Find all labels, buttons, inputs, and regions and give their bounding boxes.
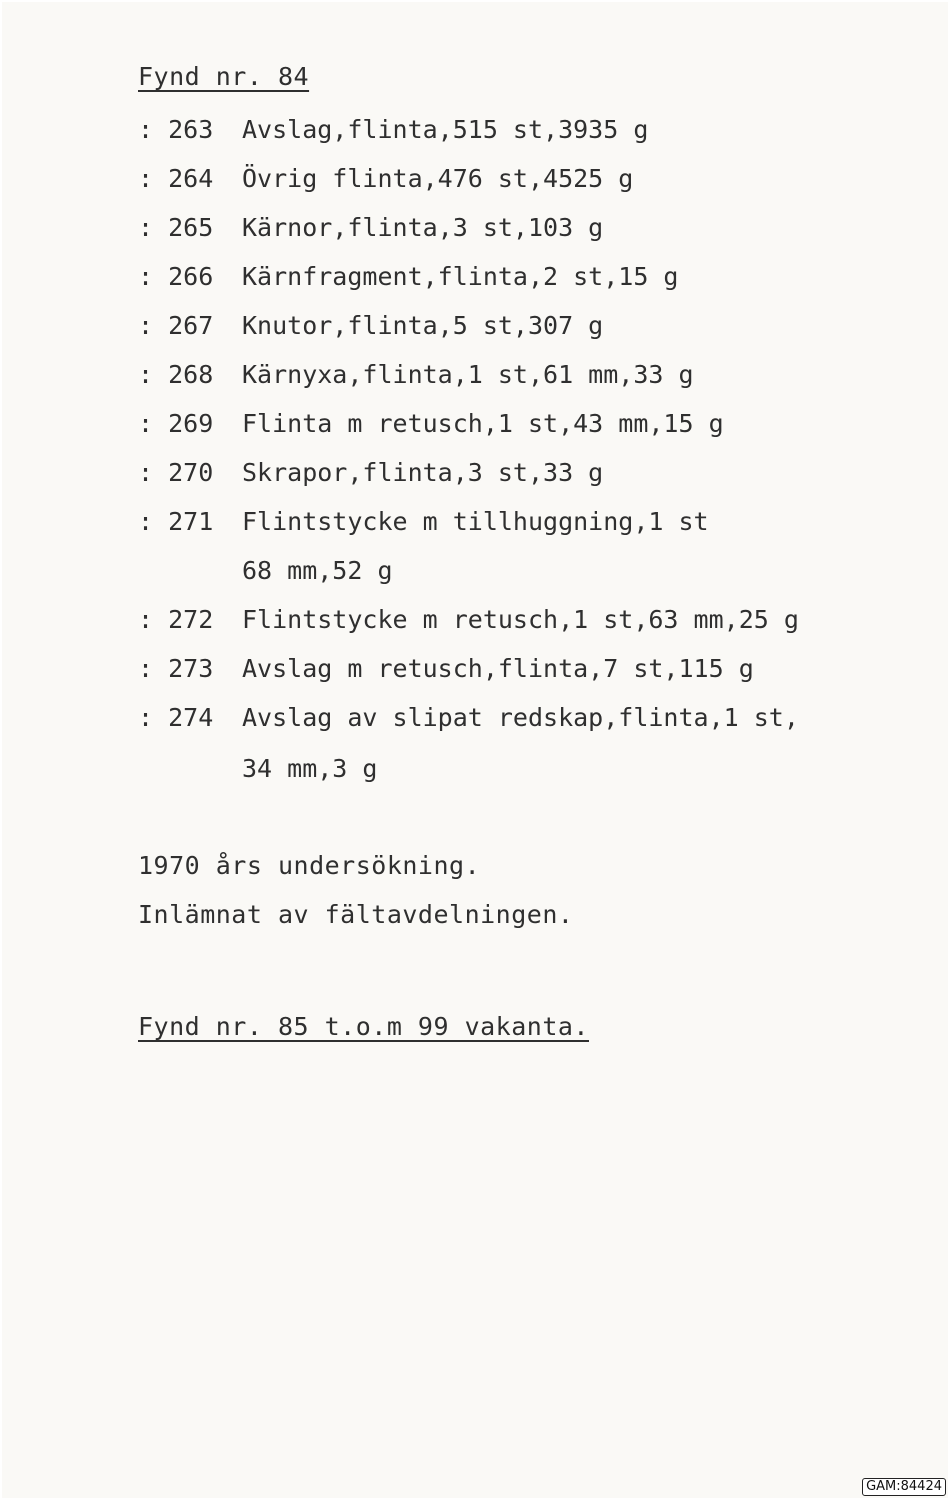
entry-text: Flintstycke m retusch,1 st,63 mm,25 g [242,605,799,634]
entry-number: : 271 [138,507,214,536]
vacant-numbers-note: Fynd nr. 85 t.o.m 99 vakanta. [138,1012,589,1041]
entry-number: : 265 [138,213,214,242]
entry-274-continuation: 34 mm,3 g [242,754,378,783]
submitted-by: Inlämnat av fältavdelningen. [138,900,574,929]
entry-number: : 273 [138,654,214,683]
entry-264 [138,164,633,194]
entry-text: Knutor,flinta,5 st,307 g [242,311,604,340]
entry-266 [138,262,679,292]
entry-number: : 264 [138,164,214,193]
entry-text: Skrapor,flinta,3 st,33 g [242,458,604,487]
entry-269 [138,409,724,439]
entry-263 [138,115,648,145]
find-number-heading: Fynd nr. 84 [138,62,310,91]
entry-number: : 267 [138,311,214,340]
entry-text: Flintstycke m tillhuggning,1 st [242,507,709,536]
entry-number: : 269 [138,409,214,438]
entry-268 [138,360,694,390]
entry-270 [138,458,603,488]
entry-number: : 263 [138,115,214,144]
catalog-card [2,2,948,1498]
entry-text: Avslag m retusch,flinta,7 st,115 g [242,654,754,683]
entry-text: Avslag av slipat redskap,flinta,1 st, [242,703,799,732]
entry-271-continuation: 68 mm,52 g [242,556,393,585]
entry-267 [138,311,603,341]
entry-text: Övrig flinta,476 st,4525 g [242,164,634,193]
entry-271 [138,507,709,537]
entry-265 [138,213,603,243]
entry-number: : 274 [138,703,214,732]
entry-274 [138,703,799,733]
entry-number: : 272 [138,605,214,634]
entry-number: : 266 [138,262,214,291]
entry-text: Avslag,flinta,515 st,3935 g [242,115,649,144]
entry-number: : 270 [138,458,214,487]
catalog-id-badge: GAM:84424 [862,1478,946,1496]
entry-text: Kärnor,flinta,3 st,103 g [242,213,604,242]
entry-text: Flinta m retusch,1 st,43 mm,15 g [242,409,724,438]
entry-273 [138,654,754,684]
entry-text: Kärnyxa,flinta,1 st,61 mm,33 g [242,360,694,389]
investigation-year: 1970 års undersökning. [138,851,481,880]
entry-number: : 268 [138,360,214,389]
entry-272 [138,605,799,635]
entry-text: Kärnfragment,flinta,2 st,15 g [242,262,679,291]
